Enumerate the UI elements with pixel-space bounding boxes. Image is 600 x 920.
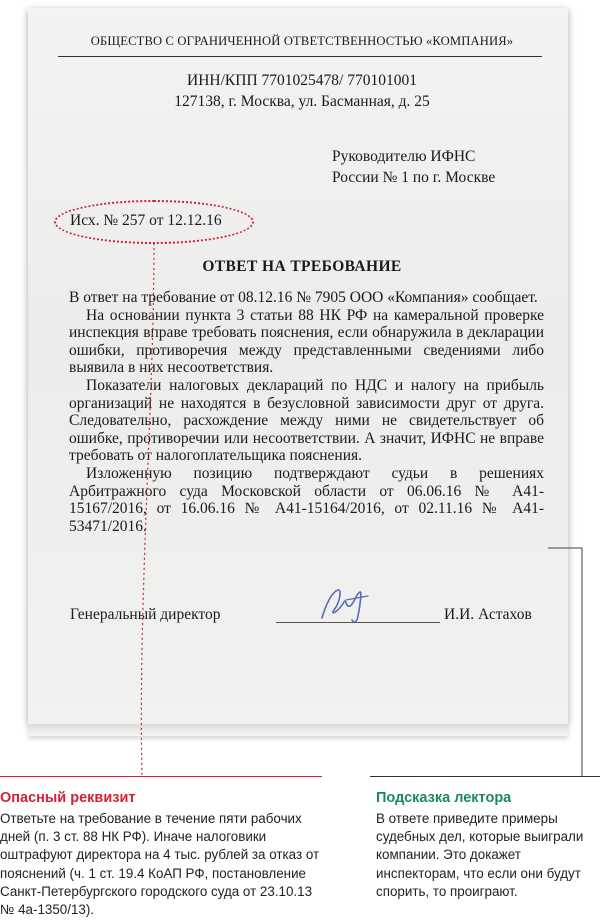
recipient-line-1: Руководителю ИФНС xyxy=(332,148,476,165)
signer-name: И.И. Астахов xyxy=(444,606,532,623)
paragraph-court-cases: Изложенную позицию подтверждают судьи в решениях Арбитражного суда Московской области от 06.06.16 № А41-15167/2016, от 16.06.16 № А41-15164/2016, от 02.11.16 № А41-53471/2016. xyxy=(69,464,544,535)
danger-callout-rule xyxy=(0,776,322,777)
danger-connector xyxy=(141,243,154,776)
danger-callout-text: Ответьте на требование в течение пяти рабочих дней (п. 3 ст. 88 НК РФ). Иначе налоговики оштрафуют директора на 4 тыс. рублей за отказ от пояснений (ч. 1 ст. 19.4 КоАП РФ, постановление Санкт-Петербургского городского суда от 23.10.13 № 4а-1350/13). xyxy=(0,811,320,918)
inn-kpp: ИНН/КПП 7701025478/ 770101001 xyxy=(187,72,417,89)
hint-connector xyxy=(548,548,582,776)
hint-callout-text: В ответе приведите примеры судебных дел, которые выиграли компании. Это докажет инспекторам, что если они будут спорить, то проиграют. xyxy=(376,811,584,899)
hint-callout-title: Подсказка лектора xyxy=(376,790,512,806)
outgoing-reference: Исх. № 257 от 12.12.16 xyxy=(70,212,222,229)
paragraph-argument: Показатели налоговых деклараций по НДС и налогу на прибыль организаций не находятся в безусловной зависимости друг от друга. Следовательно, расхождение между ними не свидетельствует об ошибке, противоречии или несоответствии. А значит, ИФНС не вправе требовать от налогоплательщика пояснения. xyxy=(69,376,544,465)
hint-callout-rule xyxy=(370,776,600,777)
company-name: ОБЩЕСТВО С ОГРАНИЧЕННОЙ ОТВЕТСТВЕННОСТЬЮ «КОМПАНИЯ» xyxy=(90,34,514,48)
paragraph-intro: В ответ на требование от 08.12.16 № 7905 ООО «Компания» сообщает. xyxy=(69,289,538,306)
company-address: 127138, г. Москва, ул. Басманная, д. 25 xyxy=(174,93,430,110)
paragraph-legal-basis: На основании пункта 3 статьи 88 НК РФ на камеральной проверке инспекция вправе требовать пояснения, если обнаружила в декларации ошибки, противоречия между представленными сведениями либо выявила в них несоответствия. xyxy=(69,306,544,377)
recipient-line-2: России № 1 по г. Москве xyxy=(332,169,496,186)
danger-callout-title: Опасный реквизит xyxy=(0,790,136,806)
signer-role: Генеральный директор xyxy=(70,606,221,623)
document-title: ОТВЕТ НА ТРЕБОВАНИЕ xyxy=(202,258,402,275)
